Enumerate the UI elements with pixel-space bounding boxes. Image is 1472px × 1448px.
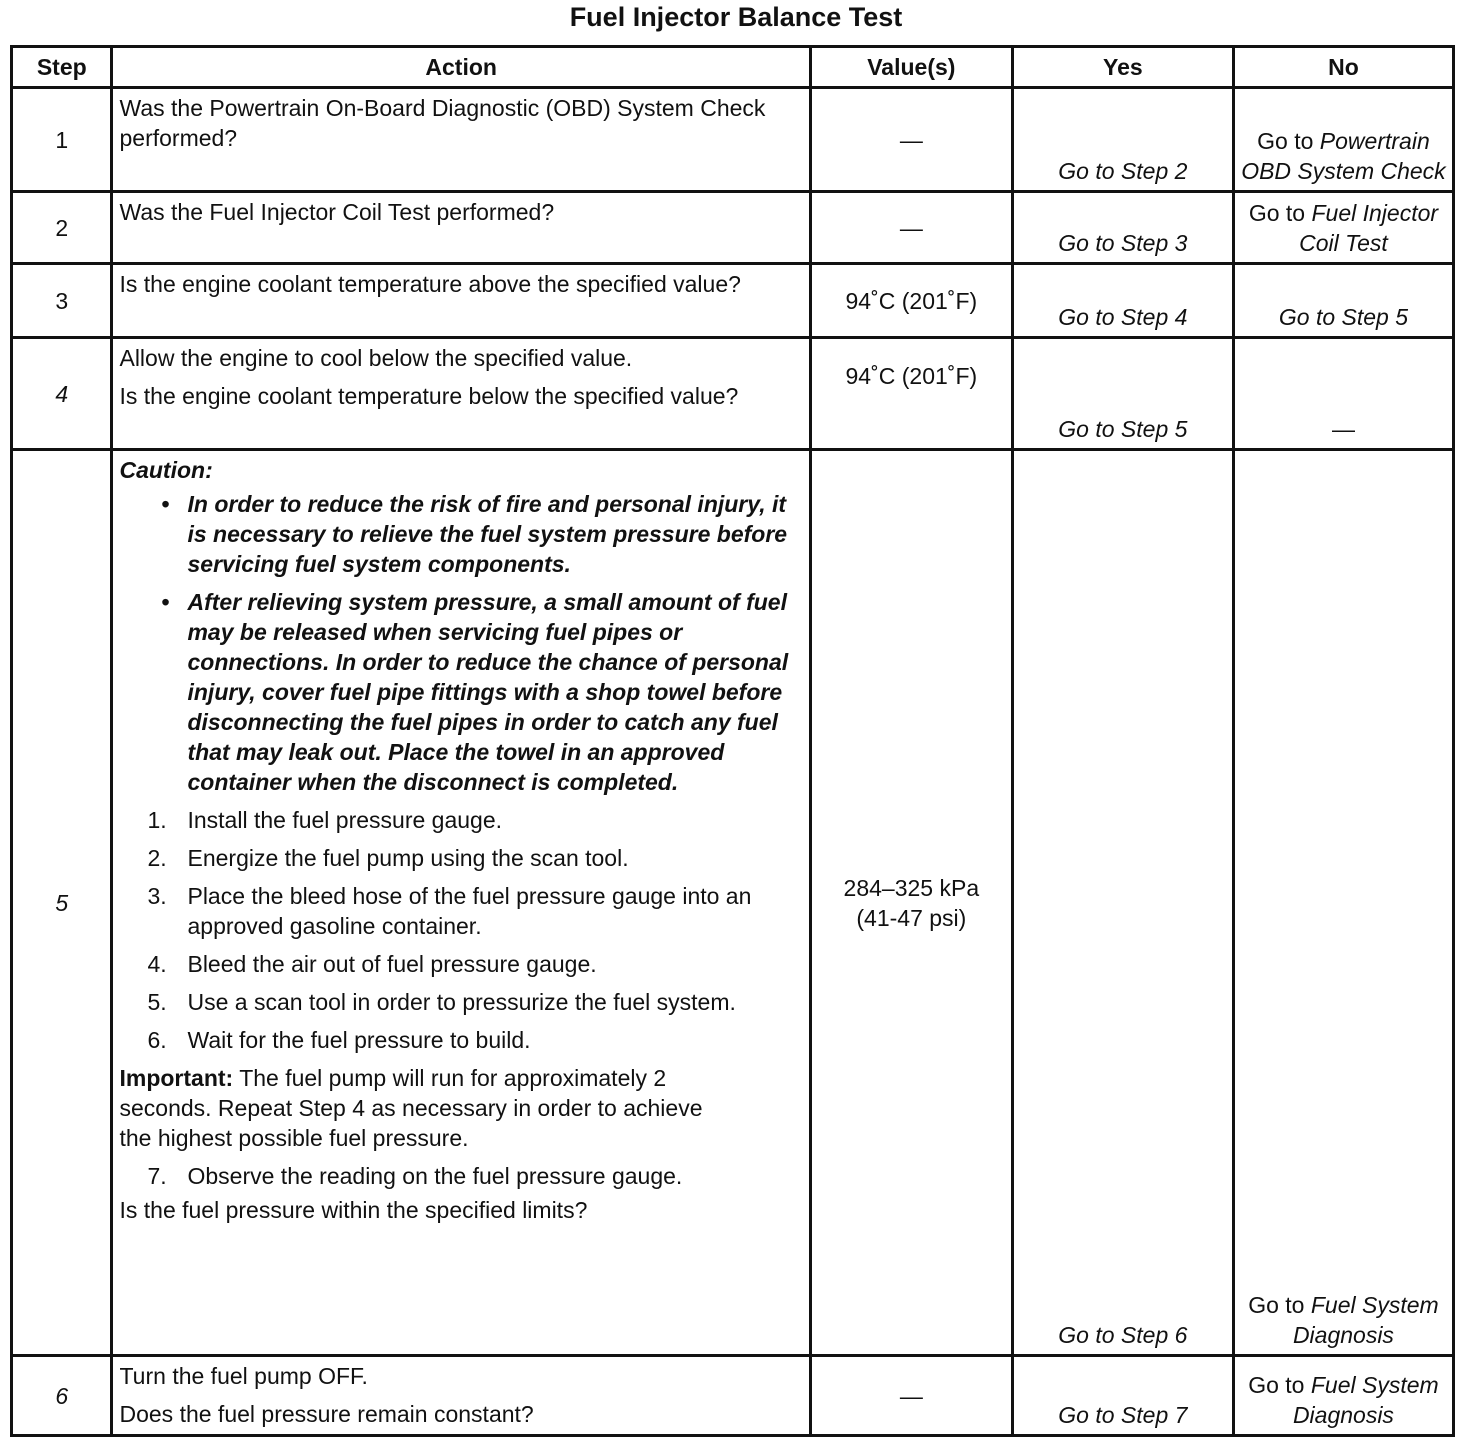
step-number: 6 [12,1356,112,1436]
yes-link[interactable]: Go to Step 5 [1012,338,1233,450]
table-row [12,192,1454,264]
action-cell [112,1356,810,1436]
yes-link[interactable]: Go to Step 2 [1012,88,1233,192]
header-values: Value(s) [810,47,1012,88]
action-cell: Was the Fuel Injector Coil Test performed? [112,192,810,264]
value-cell: — [810,192,1012,264]
no-link[interactable] [1233,1356,1453,1436]
no-link[interactable] [1233,450,1453,1356]
caution-label: Caution: [119,457,213,483]
yes-link[interactable]: Go to Step 4 [1012,264,1233,338]
important-note: Important: The fuel pump will run for approximately 2 seconds. Repeat Step 4 as necessary in order to achieve the highest possible fuel pressure. [119,1065,703,1151]
yes-link[interactable]: Go to Step 3 [1012,192,1233,264]
value-cell [810,450,1012,1356]
no-link[interactable] [1233,192,1453,264]
value-imperial: (41-47 psi) [856,904,967,931]
action-cell [112,338,810,450]
list-item: 7. Observe the reading on the fuel pressure gauge. [147,1163,683,1189]
list-item: 3. Place the bleed hose of the fuel pressure gauge into an approved gasoline container. [147,883,752,939]
no-target: Fuel Injector Coil Test [1299,200,1439,256]
table-row [12,450,1454,1356]
value-cell: — [810,88,1012,192]
action-instruction: Turn the fuel pump OFF. [119,1363,368,1389]
caution-list [119,489,802,797]
no-target: Powertrain OBD System Check [1241,128,1446,184]
action-question: Is the fuel pressure within the specified limits? [119,1197,588,1223]
no-target: Fuel System Diagnosis [1292,1372,1439,1428]
step-number: 4 [12,338,112,450]
caution-item: • In order to reduce the risk of fire and personal injury, it is necessary to relieve the fuel system pressure before servicing fuel system components. [187,489,802,579]
procedure-list [119,805,802,1055]
step-number: 5 [12,450,112,1356]
page-title: Fuel Injector Balance Test [569,2,903,32]
action-question: Does the fuel pressure remain constant? [119,1401,534,1427]
step-number: 1 [12,88,112,192]
action-question: Is the engine coolant temperature below the specified value? [119,383,739,409]
procedure-list [119,1161,802,1191]
table-row [12,88,1454,192]
action-cell [112,450,810,1356]
list-item: 5. Use a scan tool in order to pressurize the fuel system. [147,989,736,1015]
header-no: No [1233,47,1453,88]
header-action: Action [112,47,810,88]
value-cell: 94˚C (201˚F) [810,264,1012,338]
step-number: 2 [12,192,112,264]
no-link[interactable]: Go to Step 5 [1233,264,1453,338]
list-item: 1. Install the fuel pressure gauge. [147,807,503,833]
no-prefix: Go to [1248,1372,1305,1398]
diagnostic-table [10,45,1455,1437]
list-item: 6. Wait for the fuel pressure to build. [147,1027,531,1053]
header-step: Step [12,47,112,88]
table-row [12,264,1454,338]
value-cell: — [810,1356,1012,1436]
step-number: 3 [12,264,112,338]
list-item: 4. Bleed the air out of fuel pressure gauge. [147,951,597,977]
action-instruction: Allow the engine to cool below the specified value. [119,345,633,371]
no-link[interactable] [1233,88,1453,192]
header-yes: Yes [1012,47,1233,88]
no-prefix: Go to [1257,128,1314,154]
table-row [12,1356,1454,1436]
table-row [12,338,1454,450]
caution-item: • After relieving system pressure, a small amount of fuel may be released when servicing fuel pipes or connections. In order to reduce the chance of personal injury, cover fuel pipe fittings with a shop towel before disconnecting the fuel pipes in order to catch any fuel that may leak out. Place the towel in an approved container when the disconnect is completed. [187,587,802,797]
value-metric: 284–325 kPa [843,874,980,901]
action-cell: Is the engine coolant temperature above the specified value? [112,264,810,338]
yes-link[interactable]: Go to Step 6 [1012,450,1233,1356]
no-prefix: Go to [1248,200,1306,226]
value-cell: 94˚C (201˚F) [810,338,1012,450]
action-cell: Was the Powertrain On-Board Diagnostic (OBD) System Check performed? [112,88,810,192]
list-item: 2. Energize the fuel pump using the scan tool. [147,845,629,871]
no-prefix: Go to [1248,1292,1305,1318]
yes-link[interactable]: Go to Step 7 [1012,1356,1233,1436]
no-target: Fuel System Diagnosis [1292,1292,1439,1348]
no-link: — [1233,338,1453,450]
header-row [12,47,1454,88]
